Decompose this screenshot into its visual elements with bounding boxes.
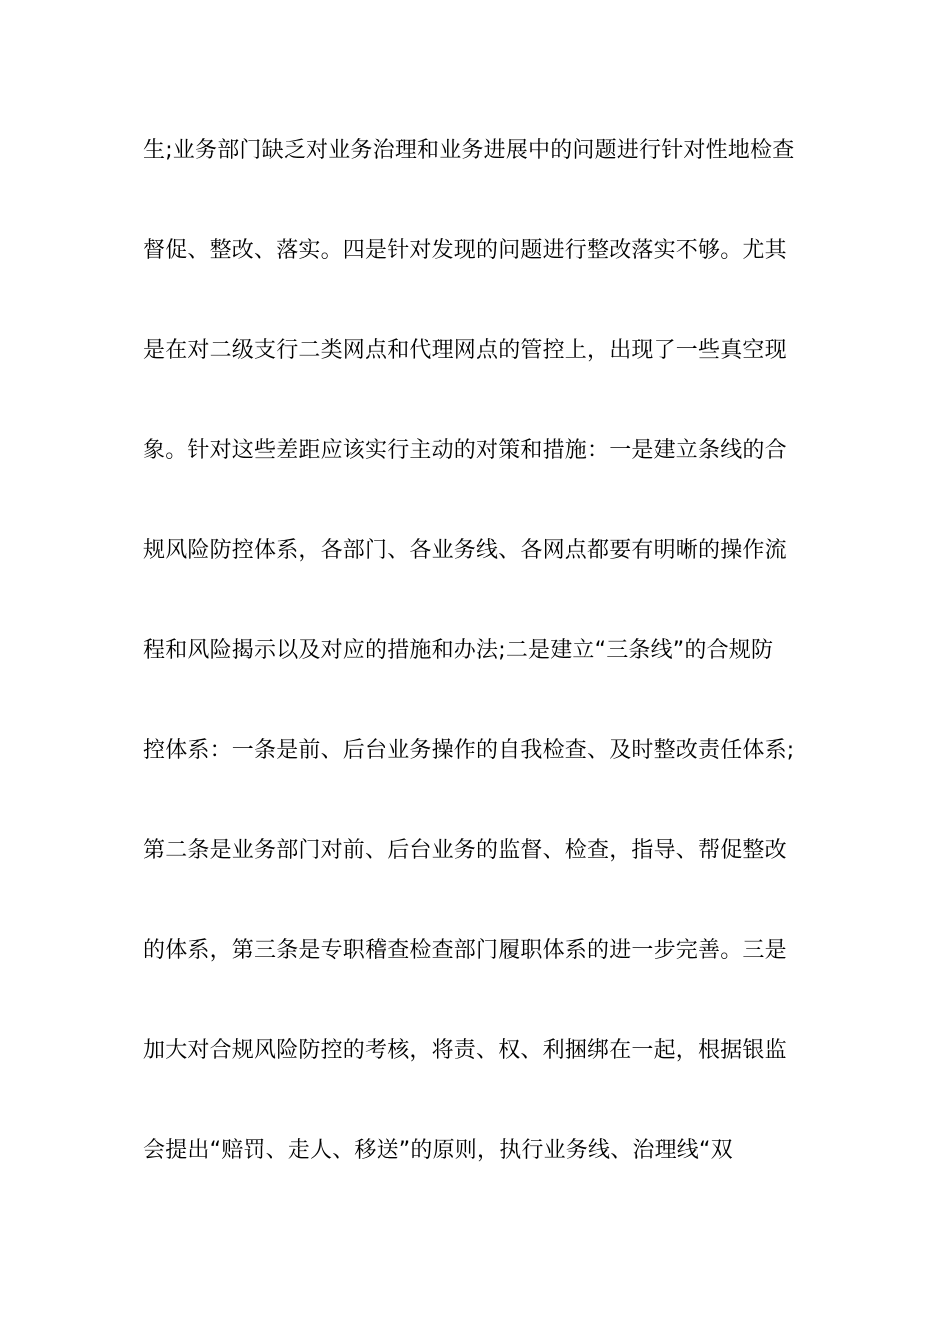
text-line: 督促、整改、落实。四是针对发现的问题进行整改落实不够。尤其 — [143, 238, 787, 263]
text-line: 会提出“赔罚、走人、移送”的原则，执行业务线、治理线“双 — [143, 1138, 733, 1163]
text-line: 第二条是业务部门对前、后台业务的监督、检查，指导、帮促整改 — [143, 838, 787, 863]
text-line: 加大对合规风险防控的考核，将责、权、利捆绑在一起，根据银监 — [143, 1038, 787, 1063]
text-line: 控体系：一条是前、后台业务操作的自我检查、及时整改责任体系; — [143, 738, 795, 763]
text-line: 象。针对这些差距应该实行主动的对策和措施：一是建立条线的合 — [143, 438, 787, 463]
body-text — [143, 126, 813, 1226]
text-line: 程和风险揭示以及对应的措施和办法;二是建立“三条线”的合规防 — [143, 638, 774, 663]
text-line: 规风险防控体系，各部门、各业务线、各网点都要有明晰的操作流 — [143, 538, 787, 563]
text-line: 的体系，第三条是专职稽查检查部门履职体系的进一步完善。三是 — [143, 938, 787, 963]
text-line: 是在对二级支行二类网点和代理网点的管控上，出现了一些真空现 — [143, 338, 787, 363]
text-line: 生;业务部门缺乏对业务治理和业务进展中的问题进行针对性地检查 — [143, 138, 795, 163]
